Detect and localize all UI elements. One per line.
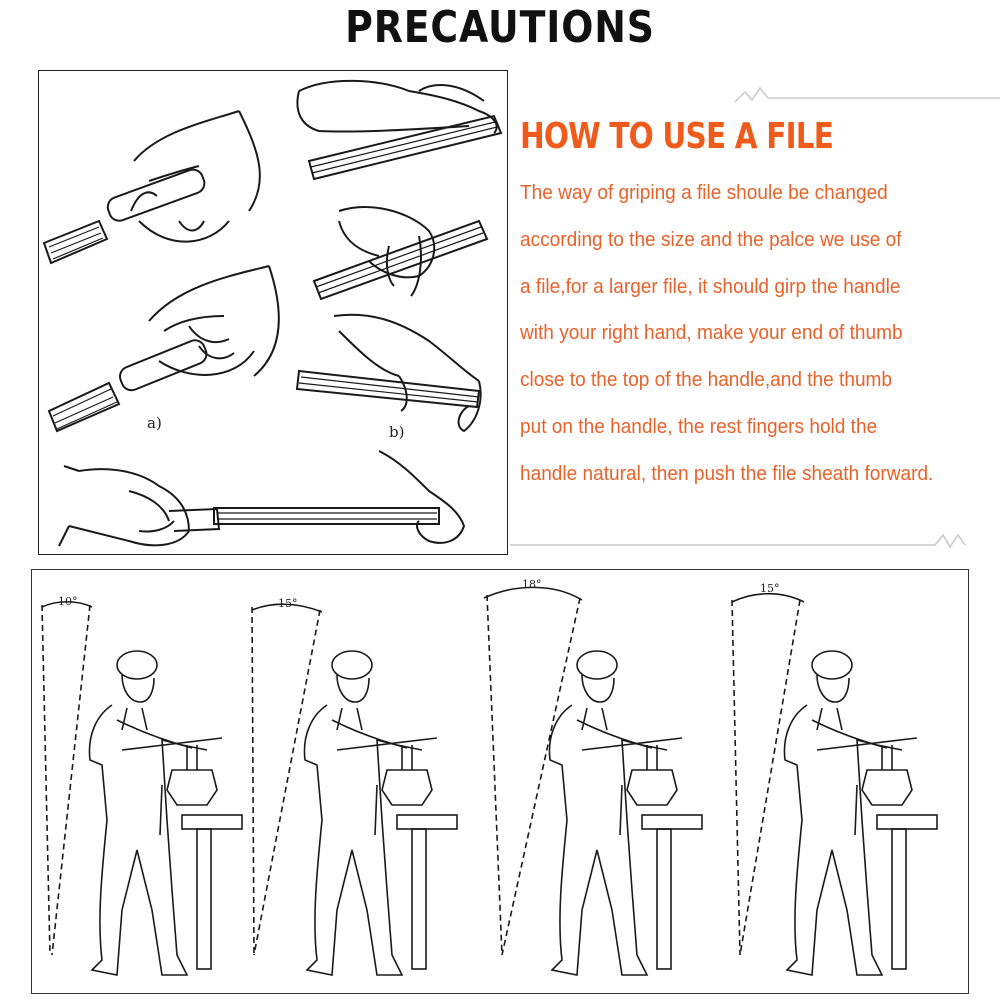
angle-label: 18° <box>522 578 542 591</box>
label-b: b) <box>389 423 405 441</box>
zigzag-rule-top <box>735 88 1000 102</box>
grip-b-upper <box>297 81 501 179</box>
grip-illustrations <box>39 71 509 556</box>
section-title: HOW TO USE A FILE <box>520 116 834 157</box>
zigzag-rule-bottom <box>510 535 965 547</box>
grip-a-upper <box>44 111 260 263</box>
text-line: close to the top of the handle,and the thumb <box>520 368 893 392</box>
text-line: The way of griping a file shoule be changed <box>520 181 888 204</box>
worker-figure-4 <box>732 594 937 975</box>
angle-label: 10° <box>58 595 78 608</box>
instruction-text <box>520 170 980 498</box>
text-line: a file,for a larger file, it should girp the handle <box>520 274 901 298</box>
posture-illustrations <box>32 570 970 995</box>
grip-b-middle <box>314 207 487 299</box>
worker-figure-2 <box>252 604 457 975</box>
page-title: PRECAUTIONS <box>345 2 655 53</box>
text-line: handle natural, then push the file sheath forward. <box>520 461 934 485</box>
grip-a-lower <box>49 266 279 431</box>
angle-label: 15° <box>278 597 298 610</box>
text-line: with your right hand, make your end of thumb <box>520 321 903 345</box>
worker-figure-1 <box>42 602 242 975</box>
label-a: a) <box>147 414 162 432</box>
angle-label: 15° <box>760 582 780 595</box>
posture-illustration-panel <box>31 569 969 994</box>
text-line: according to the size and the palce we use of <box>520 227 902 251</box>
grip-full-length <box>59 451 464 546</box>
grip-b-lower <box>297 315 481 431</box>
grip-illustration-panel <box>38 70 508 555</box>
text-line: put on the handle, the rest fingers hold the <box>520 414 878 438</box>
worker-figure-3 <box>484 587 702 975</box>
